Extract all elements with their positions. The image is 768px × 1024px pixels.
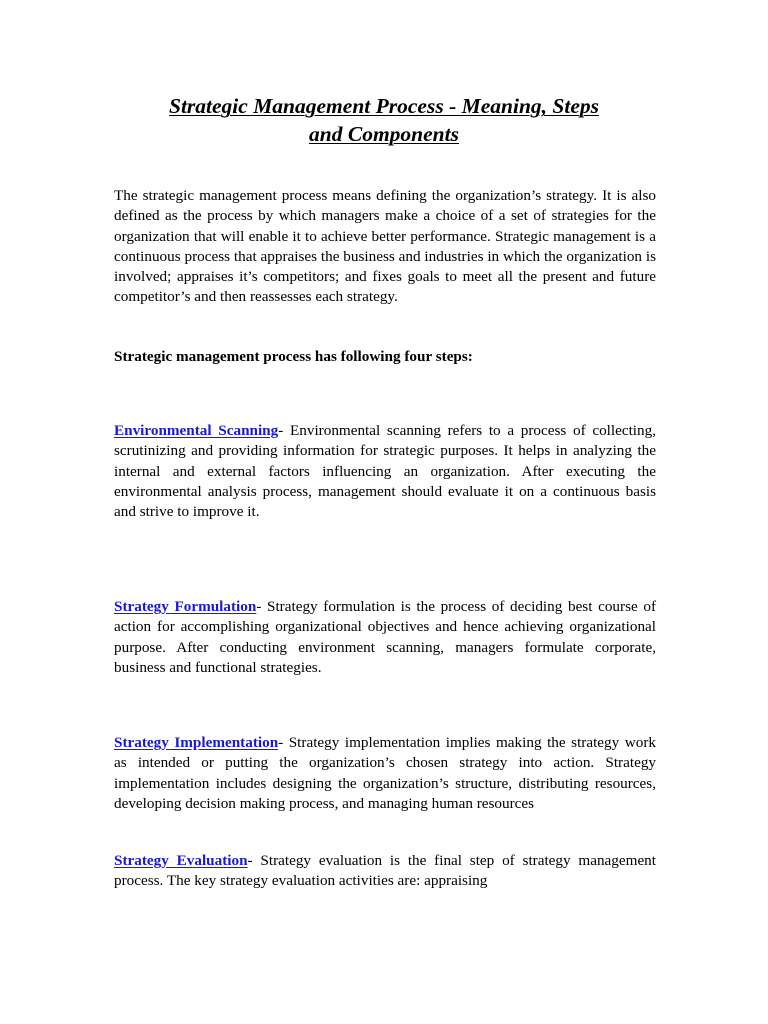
title-line-2: and Components [309,122,459,146]
step-separator: - [278,734,289,751]
step-description: Strategy implementation implies making the strategy work as intended or putting the organization’s chosen strategy into action. Strategy implementation includes designing the organization’s structure, distributing resources, developing decision making process, and managing human resources [114,734,656,812]
step-description: Environmental scanning refers to a process of collecting, scrutinizing and providing information for strategic purposes. It helps in analyzing the internal and external factors influencing an organization. After executing the environmental analysis process, management should evaluate it on a continuous basis and strive to improve it. [114,422,657,521]
step-separator: - [247,852,261,869]
step-strategy-evaluation [114,851,656,892]
steps-heading: Strategic management process has following four steps: [114,348,473,365]
step-description: Strategy evaluation is the final step of strategy management process. The key strategy evaluation activities are: appraising [114,852,656,890]
step-separator: - [256,598,268,615]
step-strategy-formulation [114,597,656,678]
step-environmental-scanning [114,421,656,522]
title-line-1: Strategic Management Process - Meaning, Steps [168,94,599,118]
page-title [100,92,668,148]
step-link-environmental-scanning[interactable]: Environmental Scanning [114,422,279,439]
step-link-strategy-formulation[interactable]: Strategy Formulation [114,598,257,615]
step-link-strategy-implementation[interactable]: Strategy Implementation [114,734,279,751]
intro-paragraph: The strategic management process means defining the organization’s strategy. It is also defined as the process by which managers make a choice of a set of strategies for the organization that will enable it to achieve better performance. Strategic management is a continuous process that appraises the business and industries in which the organization is involved; appraises it’s competitors; and fixes goals to meet all the present and future competitor’s and then reassesses each strategy. [114,187,656,306]
step-strategy-implementation [114,733,656,814]
step-separator: - [278,422,290,439]
step-description: Strategy formulation is the process of deciding best course of action for accomplishing organizational objectives and hence achieving organizational purpose. After conducting environment scanning, managers formulate corporate, business and functional strategies. [114,598,657,676]
step-link-strategy-evaluation[interactable]: Strategy Evaluation [114,852,248,869]
